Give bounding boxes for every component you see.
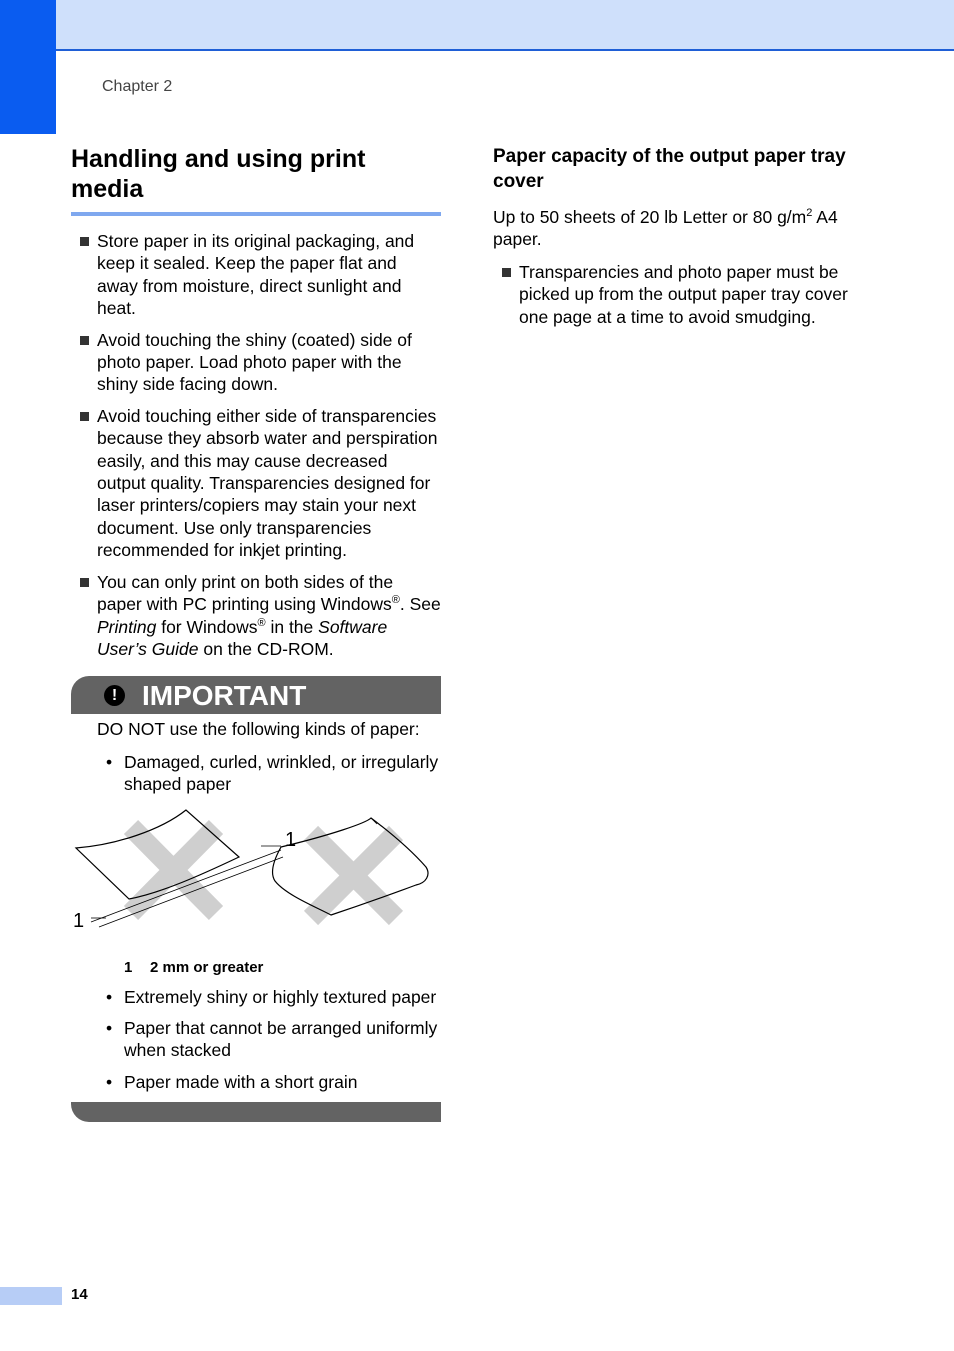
important-footer bbox=[71, 1102, 441, 1122]
figure-caption bbox=[124, 959, 441, 976]
chapter-label: Chapter 2 bbox=[102, 78, 173, 95]
list-item: Avoid touching the shiny (coated) side of photo paper. Load photo paper with the shiny side facing down. bbox=[71, 329, 441, 396]
bullet4-text-5: on the CD-ROM. bbox=[198, 638, 334, 659]
curled-paper-illustration bbox=[71, 805, 441, 955]
output-tray-list bbox=[493, 261, 873, 328]
caption-number: 1 bbox=[124, 958, 133, 976]
bullet4-text-4: in the bbox=[265, 616, 319, 637]
list-item: Transparencies and photo paper must be picked up from the output paper tray cover one page at a time to avoid smudging. bbox=[493, 261, 873, 328]
list-item: • Paper made with a short grain bbox=[97, 1071, 441, 1093]
paper-list-1 bbox=[97, 751, 441, 796]
important-label: IMPORTANT bbox=[142, 680, 307, 712]
list-item: • Extremely shiny or highly textured paper bbox=[97, 986, 441, 1008]
section-title: Handling and using print media bbox=[71, 144, 441, 216]
registered-mark: ® bbox=[391, 594, 400, 607]
guide-ref: Software User’s Guide bbox=[97, 616, 388, 659]
capacity-paragraph bbox=[493, 206, 873, 251]
list-item: • Damaged, curled, wrinkled, or irregularly shaped paper bbox=[97, 751, 441, 796]
important-header bbox=[71, 676, 441, 714]
curled-paper-figure bbox=[71, 805, 441, 955]
capacity-text-1: Up to 50 sheets of 20 lb Letter or 80 g/m bbox=[493, 207, 807, 227]
list-item: Store paper in its original packaging, and keep it sealed. Keep the paper flat and away from moisture, direct sunlight and heat. bbox=[71, 230, 441, 320]
important-lead: DO NOT use the following kinds of paper: bbox=[97, 719, 420, 740]
footer-band bbox=[0, 1287, 62, 1305]
figure-callout-right: 1 bbox=[285, 828, 297, 851]
registered-mark: ® bbox=[257, 616, 266, 629]
header-band bbox=[0, 0, 954, 51]
handling-list bbox=[71, 230, 441, 660]
exclamation-icon: ! bbox=[104, 685, 125, 706]
figure-callout-left: 1 bbox=[73, 909, 85, 932]
left-column bbox=[71, 144, 441, 1122]
bullet4-text-3: for Windows bbox=[156, 616, 258, 637]
subsection-title: Paper capacity of the output paper tray cover bbox=[493, 146, 846, 192]
printing-ref: Printing bbox=[97, 616, 157, 637]
list-item: • Paper that cannot be arranged uniformly when stacked bbox=[97, 1017, 441, 1062]
important-body bbox=[71, 718, 441, 1093]
cross-mark-icon bbox=[311, 833, 396, 918]
capacity-text-2: A4 paper. bbox=[493, 207, 838, 250]
chapter-tab bbox=[0, 0, 56, 134]
bullet4-text-2: . See bbox=[399, 594, 441, 615]
right-column bbox=[493, 144, 873, 337]
bullet4-text-1: You can only print on both sides of the paper with PC printing using Windows bbox=[97, 571, 394, 615]
page-number: 14 bbox=[71, 1286, 88, 1303]
list-item: Avoid touching either side of transparencies because they absorb water and perspiration easily, and this may cause decreased output quality. Transparencies designed for laser printers/copiers may stain your next document. Use only transparencies recommended for inkjet printing. bbox=[71, 405, 441, 562]
cross-mark-icon bbox=[131, 827, 216, 913]
caption-text: 2 mm or greater bbox=[150, 958, 264, 976]
paper-list-2 bbox=[97, 986, 441, 1094]
squared-mark: 2 bbox=[806, 207, 813, 220]
list-item bbox=[71, 571, 441, 661]
